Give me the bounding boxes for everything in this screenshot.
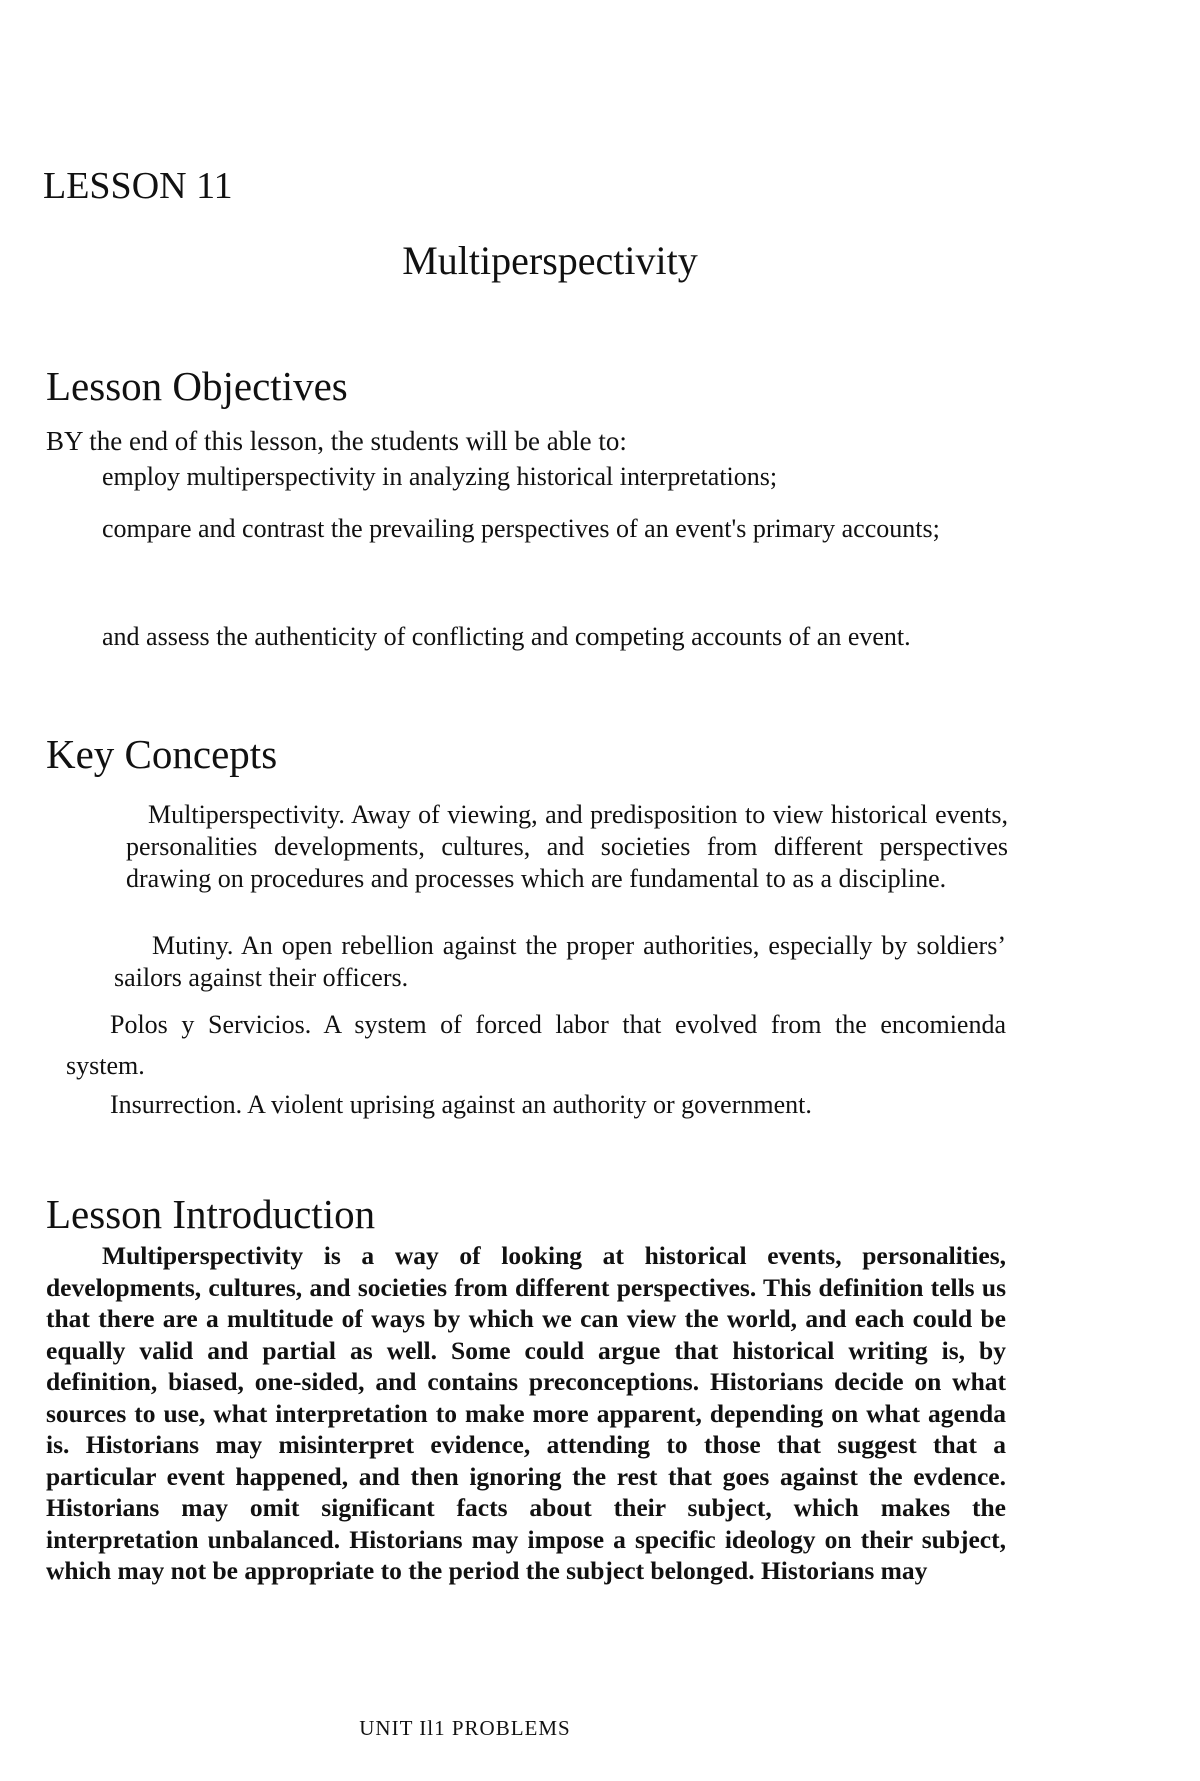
introduction-paragraph: Multiperspectivity is a way of looking at historical events, personalities, developments, cultures, and societies from different perspectives. This definition tells us that there are a multitude of ways by which we can view the world, and each could be equally valid and partial as well. Some could argue that historical writing is, by definition, biased, one-sided, and contains preconceptions. Historians decide on what sources to use, what interpretation to make more apparent, depending on what agenda is. Historians may misinterpret evidence, attending to those that suggest that a particular event happened, and then ignoring the rest that goes against the evdence. Historians may omit significant facts about their subject, which makes the interpretation unbalanced. Historians may impose a specific ideology on their subject, which may not be appropriate to the period the subject belonged. Historians may <box>46 1241 1006 1585</box>
objective-item: employ multiperspectivity in analyzing historical interpretations; <box>102 462 778 491</box>
key-concept-item: Multiperspectivity. Away of viewing, and predisposition to view historical events, personalities developments, cultures, and societies from different perspectives drawing on procedures and processes which are fundamental to as a discipline. <box>126 800 1008 893</box>
objectives-heading: Lesson Objectives <box>46 363 348 409</box>
key-concept-item: Mutiny. An open rebellion against the proper authorities, especially by soldiers’ sailors against their officers. <box>114 931 1006 992</box>
lesson-number: LESSON 11 <box>43 165 233 207</box>
key-concepts-heading: Key Concepts <box>46 731 278 777</box>
objectives-intro: BY the end of this lesson, the students will be able to: <box>46 426 627 456</box>
objective-item: compare and contrast the prevailing perspectives of an event's primary accounts; <box>102 514 940 543</box>
page-title: Multiperspectivity <box>402 238 698 283</box>
introduction-heading: Lesson Introduction <box>46 1191 376 1237</box>
key-concept-item: Insurrection. A violent uprising against an authority or government. <box>110 1090 812 1119</box>
objective-item: and assess the authenticity of conflicting and competing accounts of an event. <box>102 622 911 651</box>
key-concept-item: Polos y Servicios. A system of forced labor that evolved from the encomienda system. <box>66 1010 1006 1080</box>
page-footer: UNIT Il1 PROBLEMS <box>359 1716 571 1740</box>
